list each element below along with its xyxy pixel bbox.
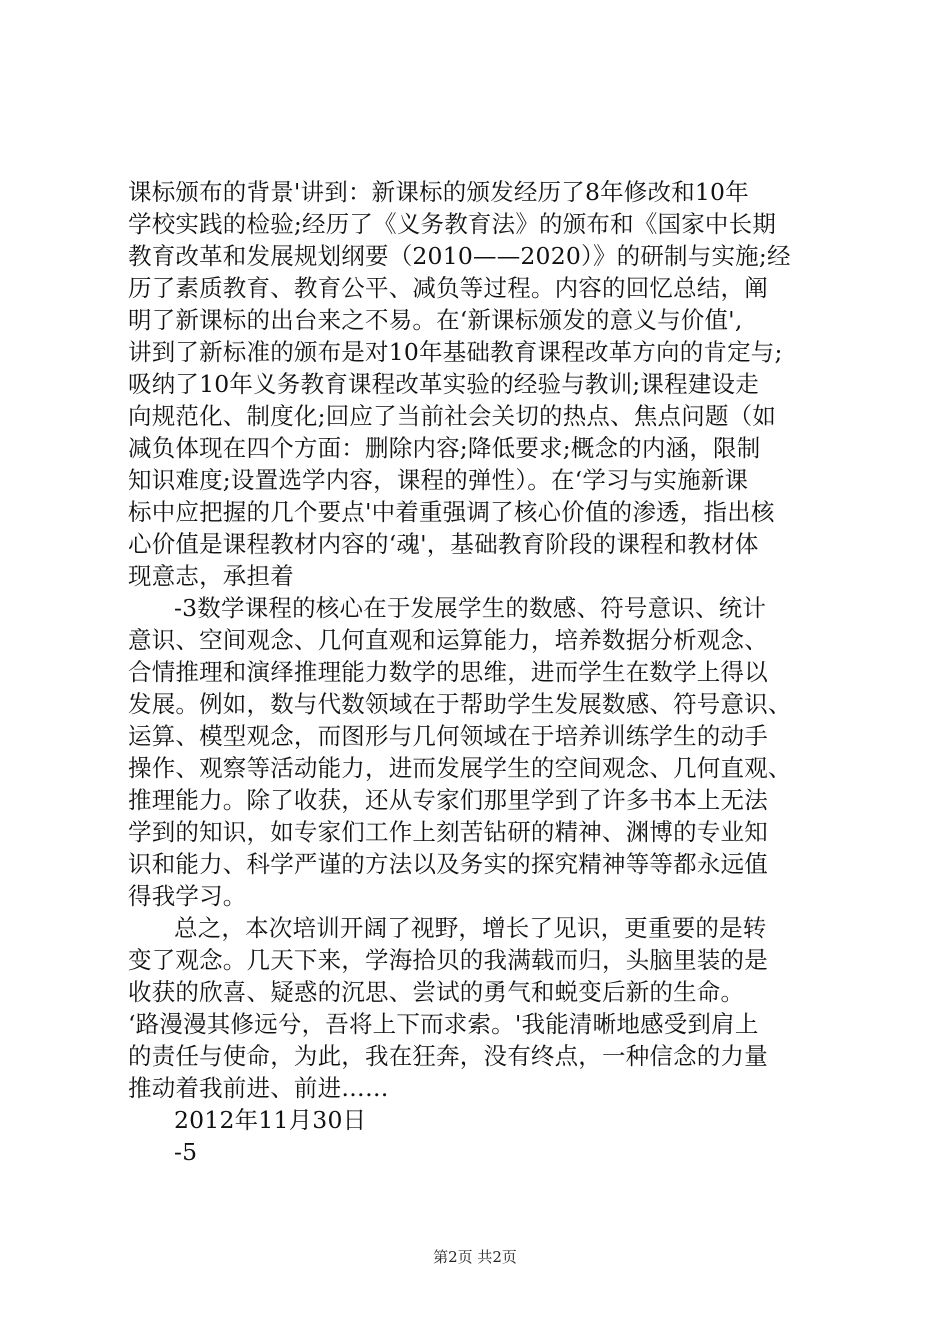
text-line: 发展。例如，数与代数领域在于帮助学生发展数感、符号意识、 [128,690,792,718]
text-line: -3数学课程的核心在于发展学生的数感、符号意识、统计 [174,594,767,622]
text-line: 向规范化、制度化;回应了当前社会关切的热点、焦点问题（如 [128,402,777,430]
text-line: 历了素质教育、教育公平、减负等过程。内容的回忆总结，阐 [128,274,768,302]
text-line: 合情推理和演绎推理能力数学的思维，进而学生在数学上得以 [128,658,768,686]
text-line: 明了新课标的出台来之不易。在‘新课标颁发的意义与价值', [128,306,743,334]
text-line: 变了观念。几天下来，学海拾贝的我满载而归，头脑里装的是 [128,946,768,974]
text-line: 课标颁布的背景'讲到：新课标的颁发经历了8年修改和10年 [128,178,749,206]
text-line: 运算、模型观念，而图形与几何领域在于培养训练学生的动手 [128,722,768,750]
text-line: 标中应把握的几个要点'中着重强调了核心价值的渗透，指出核 [128,498,775,526]
page-footer [0,1246,950,1267]
text-line: 收获的欣喜、疑惑的沉思、尝试的勇气和蜕变后新的生命。 [128,978,745,1006]
text-line: 心价值是课程教材内容的‘魂'，基础教育阶段的课程和教材体 [128,530,759,558]
text-line: 意识、空间观念、几何直观和运算能力，培养数据分析观念、 [128,626,768,654]
text-line: 现意志，承担着 [128,562,294,590]
text-line: 知识难度;设置选学内容，课程的弹性）。在‘学习与实施新课 [128,466,749,494]
text-line: 学校实践的检验;经历了《义务教育法》的颁布和《国家中长期 [128,210,777,238]
text-line: 教育改革和发展规划纲要（2010——2020）》的研制与实施;经 [128,242,791,270]
text-line: 总之，本次培训开阔了视野，增长了见识，更重要的是转 [174,914,767,942]
text-line: 2012年11月30日 [174,1106,367,1134]
text-line: 操作、观察等活动能力，进而发展学生的空间观念、几何直观、 [128,754,792,782]
text-line: 推动着我前进、前进…… [128,1074,389,1102]
text-line: 推理能力。除了收获，还从专家们那里学到了许多书本上无法 [128,786,768,814]
text-line: 学到的知识，如专家们工作上刻苦钻研的精神、渊博的专业知 [128,818,768,846]
text-line: 识和能力、科学严谨的方法以及务实的探究精神等等都永远值 [128,850,768,878]
page-number-label: 第2页 共2页 [433,1248,517,1266]
text-line: -5 [174,1138,198,1166]
text-line: 讲到了新标准的颁布是对10年基础教育课程改革方向的肯定与; [128,338,783,366]
text-line: ‘路漫漫其修远兮，吾将上下而求索。'我能清晰地感受到肩上 [128,1010,759,1038]
document-body [128,176,844,1168]
text-line: 吸纳了10年义务教育课程改革实验的经验与教训;课程建设走 [128,370,759,398]
text-line: 的责任与使命，为此，我在狂奔，没有终点，一种信念的力量 [128,1042,768,1070]
text-line: 减负体现在四个方面：删除内容;降低要求;概念的内涵，限制 [128,434,761,462]
text-line: 得我学习。 [128,882,247,910]
